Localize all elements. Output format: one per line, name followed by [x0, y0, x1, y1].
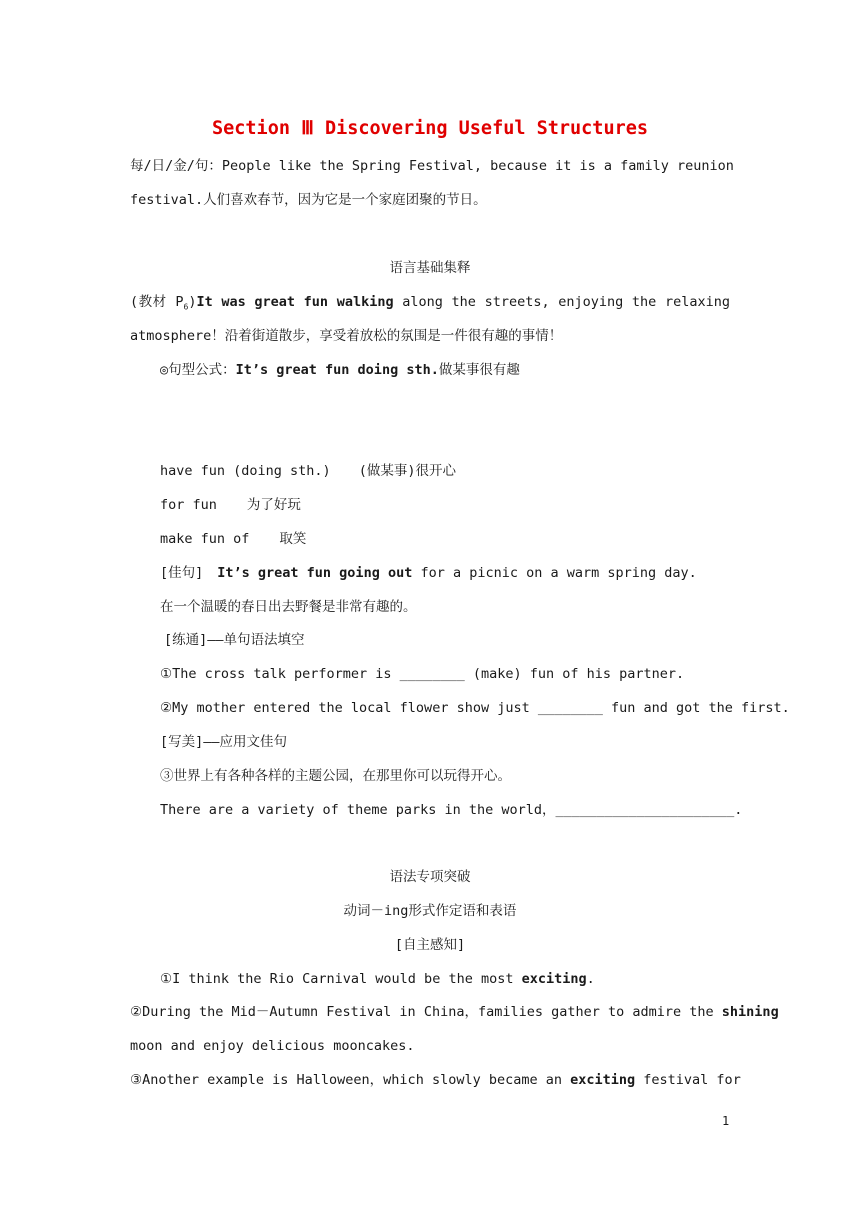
- self-perception-heading: [自主感知]: [394, 937, 466, 953]
- good-sentence-tag: [佳句]: [160, 565, 204, 581]
- section-heading-language: 语言基础集释: [389, 260, 471, 276]
- grammar-topic: 动词－ing形式作定语和表语: [343, 903, 517, 919]
- phrase-item: [160, 496, 301, 514]
- good-sentence-translation: 在一个温暖的春日出去野餐是非常有趣的。: [160, 599, 417, 615]
- source-page: 6: [183, 302, 189, 312]
- textbook-example-line-1: [130, 293, 730, 317]
- phrase-item: [160, 462, 456, 480]
- formula-pattern: It’s great fun doing sth.: [235, 362, 439, 378]
- writing-question-chinese: ③世界上有各种各样的主题公园，在那里你可以玩得开心。: [160, 768, 511, 784]
- sentence-highlight: exciting: [521, 971, 587, 987]
- sentence-text: ③Another example is Halloween，which slowly became an: [130, 1072, 571, 1088]
- daily-quote-line-2: festival.人们喜欢春节，因为它是一个家庭团聚的节日。: [130, 192, 487, 208]
- grammar-sentence-3: [130, 1071, 741, 1089]
- good-sentence-highlight: It’s great fun going out: [217, 565, 413, 581]
- exercise-question-2: ②My mother entered the local flower show just ________ fun and got the first.: [160, 700, 790, 716]
- example-highlight: It was great fun walking: [196, 294, 394, 310]
- phrase-chinese: 为了好玩: [246, 497, 301, 513]
- section-title: Section Ⅲ Discovering Useful Structures: [212, 118, 648, 139]
- formula-label: ◎句型公式：: [160, 362, 236, 378]
- good-sentence: [160, 564, 697, 582]
- phrase-english: have fun (doing sth.): [160, 463, 331, 479]
- phrase-chinese: 取笑: [279, 531, 307, 547]
- phrase-english: for fun: [160, 497, 217, 513]
- practice-heading: [练通]——单句语法填空: [164, 632, 305, 648]
- sentence-rest: festival for: [635, 1072, 741, 1088]
- writing-heading: [写美]——应用文佳句: [160, 734, 288, 750]
- page-number: 1: [722, 1114, 730, 1128]
- sentence-end: .: [586, 971, 595, 987]
- sentence-text: ①I think the Rio Carnival would be the most: [160, 971, 522, 987]
- formula-meaning: 做某事很有趣: [438, 362, 520, 378]
- daily-quote-line-1: 每/日/金/句：People like the Spring Festival, because it is a family reunion: [130, 158, 734, 174]
- example-rest: along the streets, enjoying the relaxing: [393, 294, 730, 310]
- grammar-sentence-2-line-2: moon and enjoy delicious mooncakes.: [130, 1038, 415, 1054]
- phrase-chinese: (做某事)很开心: [358, 463, 456, 479]
- section-heading-grammar: 语法专项突破: [389, 869, 471, 885]
- sentence-highlight: exciting: [570, 1072, 636, 1088]
- grammar-sentence-2-line-1: [130, 1003, 779, 1021]
- sentence-text: ②During the Mid－Autumn Festival in China，families gather to admire the: [130, 1004, 722, 1020]
- exercise-question-1: ①The cross talk performer is ________ (make) fun of his partner.: [160, 666, 685, 682]
- grammar-sentence-1: [160, 970, 595, 988]
- phrase-item: [160, 530, 306, 548]
- sentence-highlight: shining: [721, 1004, 779, 1020]
- textbook-example-line-2: atmosphere！沿着街道散步，享受着放松的氛围是一件很有趣的事情！: [130, 328, 563, 344]
- source-ref-close: ): [188, 294, 197, 310]
- writing-question-english: There are a variety of theme parks in the world，______________________.: [160, 802, 743, 818]
- good-sentence-rest: for a picnic on a warm spring day.: [412, 565, 697, 581]
- phrase-english: make fun of: [160, 531, 250, 547]
- source-ref: (教材 P: [130, 294, 184, 310]
- sentence-formula: [160, 361, 520, 379]
